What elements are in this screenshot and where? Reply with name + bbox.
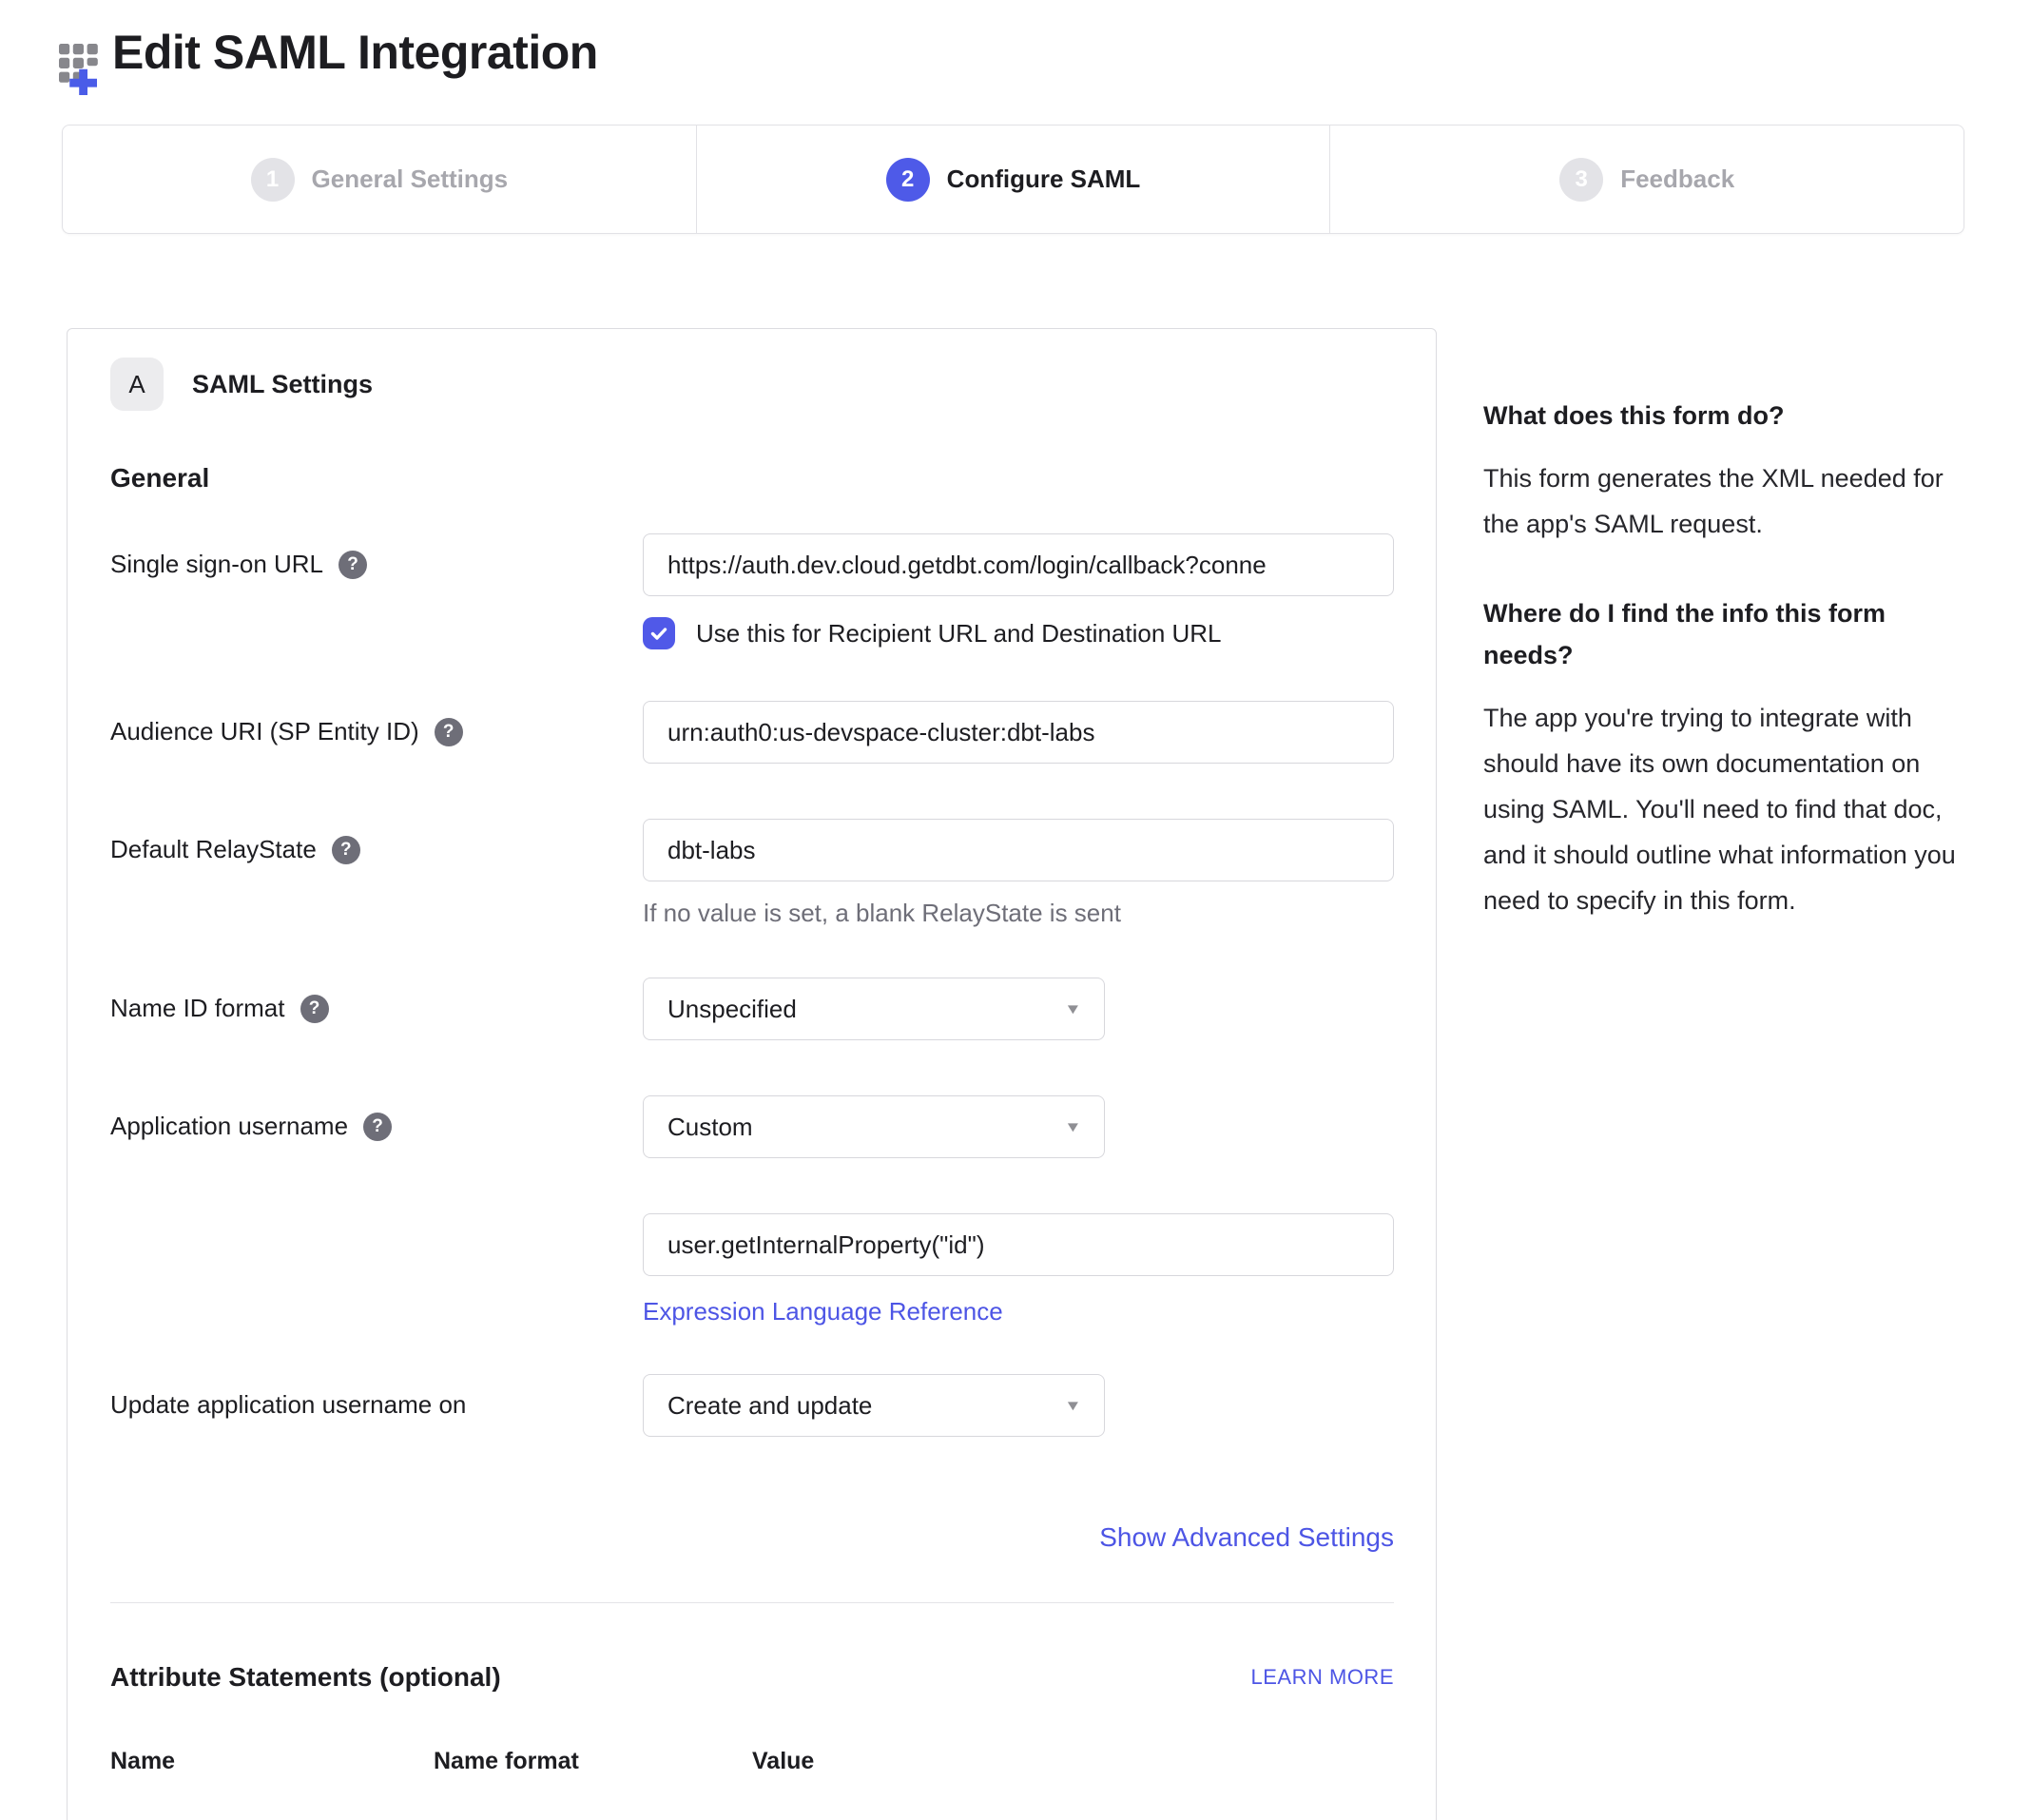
help-answer-1: This form generates the XML needed for the app's SAML request. (1483, 464, 1944, 538)
help-answer-2: The app you're trying to integrate with should have its own documentation on using SAML. You'll need to find that doc, and it should outline what information you need to specify in this form. (1483, 704, 1956, 915)
attr-col-name: Name (110, 1748, 176, 1774)
audience-uri-input[interactable] (643, 701, 1394, 764)
sso-url-label: Single sign-on URL ? (110, 533, 643, 579)
attr-col-value: Value (752, 1748, 815, 1774)
name-id-format-select[interactable]: Unspecified ▼ (643, 978, 1105, 1040)
chevron-down-icon: ▼ (1064, 1118, 1082, 1135)
step-feedback[interactable] (1329, 126, 1963, 233)
page-header (59, 23, 598, 95)
help-question-1: What does this form do? (1483, 401, 1785, 430)
relay-state-label: Default RelayState ? (110, 819, 643, 864)
update-username-row (110, 1374, 1393, 1437)
step-2-number: 2 (886, 158, 930, 202)
recipient-url-checkbox-row (643, 617, 1394, 649)
relay-state-hint: If no value is set, a blank RelayState is sent (643, 899, 1121, 927)
attribute-columns-header (110, 1748, 1393, 1775)
attribute-statements-header (110, 1662, 1394, 1693)
expression-language-reference-link[interactable]: Expression Language Reference (643, 1297, 1003, 1326)
update-username-select[interactable]: Create and update ▼ (643, 1374, 1105, 1437)
step-1-number: 1 (251, 158, 295, 202)
audience-uri-label: Audience URI (SP Entity ID) ? (110, 701, 643, 746)
page-title: Edit SAML Integration (112, 26, 598, 79)
relay-state-row (110, 819, 1393, 928)
step-3-label: Feedback (1620, 165, 1735, 193)
audience-uri-help-icon[interactable]: ? (435, 718, 463, 746)
help-question-2: Where do I find the info this form needs? (1483, 599, 1886, 669)
update-username-label: Update application username on (110, 1390, 467, 1419)
app-username-custom-input[interactable] (643, 1213, 1394, 1276)
advanced-settings-row (110, 1522, 1394, 1553)
step-wizard (62, 125, 1964, 234)
attribute-statements-heading: Attribute Statements (optional) (110, 1662, 501, 1692)
recipient-url-checkbox-label: Use this for Recipient URL and Destination URL (696, 618, 1222, 648)
sso-url-row (110, 533, 1393, 649)
relay-state-input[interactable] (643, 819, 1394, 881)
step-1-label: General Settings (311, 165, 509, 193)
sso-url-help-icon[interactable]: ? (338, 551, 367, 579)
help-sidebar (1483, 395, 1978, 923)
attr-col-name-format: Name format (434, 1748, 579, 1774)
section-divider (110, 1602, 1394, 1603)
step-configure-saml[interactable] (696, 126, 1330, 233)
recipient-url-checkbox[interactable] (643, 617, 675, 649)
saml-settings-card (67, 328, 1437, 1820)
help-block-1 (1483, 395, 1978, 547)
help-block-2 (1483, 592, 1978, 923)
sso-url-input[interactable] (643, 533, 1394, 596)
general-heading: General (110, 463, 210, 493)
audience-uri-row (110, 701, 1393, 764)
add-application-grid-icon (59, 36, 112, 95)
name-id-format-row (110, 978, 1393, 1040)
show-advanced-settings-link[interactable]: Show Advanced Settings (1099, 1522, 1394, 1552)
app-username-label: Application username ? (110, 1095, 643, 1141)
step-3-number: 3 (1559, 158, 1603, 202)
section-header (110, 358, 1393, 411)
app-username-row (110, 1095, 1393, 1326)
name-id-format-help-icon[interactable]: ? (300, 995, 329, 1023)
chevron-down-icon: ▼ (1064, 1397, 1082, 1414)
name-id-format-label: Name ID format ? (110, 978, 643, 1023)
section-title: SAML Settings (192, 369, 374, 398)
section-a-badge: A (110, 358, 164, 411)
step-general-settings[interactable] (63, 126, 696, 233)
app-username-select[interactable]: Custom ▼ (643, 1095, 1105, 1158)
app-username-help-icon[interactable]: ? (363, 1113, 392, 1141)
chevron-down-icon: ▼ (1064, 1000, 1082, 1017)
step-2-label: Configure SAML (946, 165, 1141, 193)
relay-state-help-icon[interactable]: ? (332, 836, 360, 864)
learn-more-link[interactable]: LEARN MORE (1250, 1665, 1394, 1689)
